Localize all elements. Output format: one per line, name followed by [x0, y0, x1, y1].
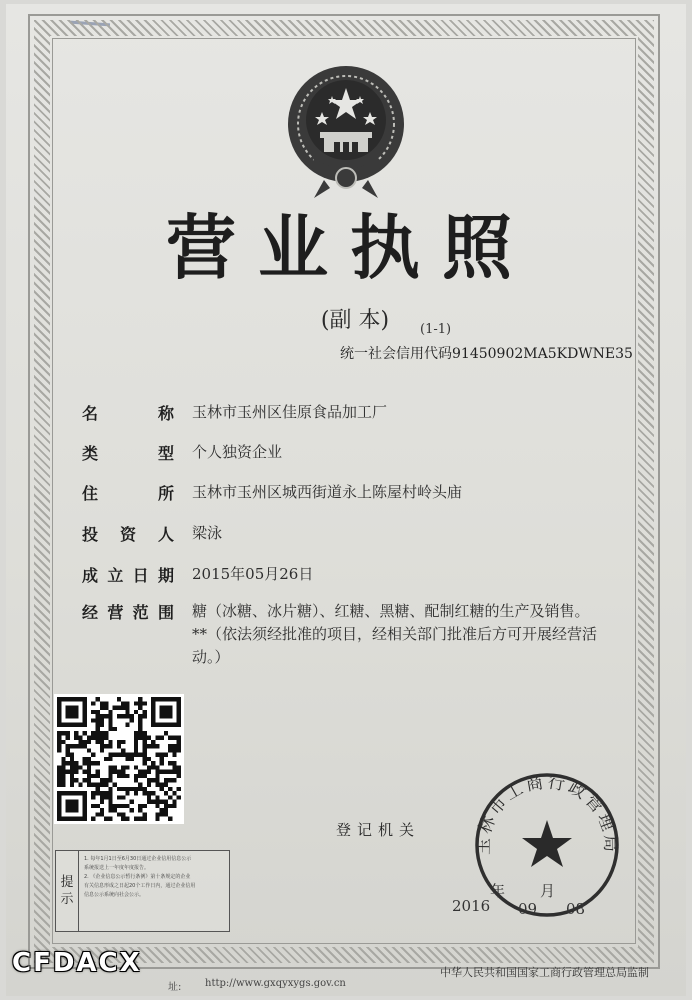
registry-authority-label: 登记机关	[336, 821, 421, 839]
website-label: 址:	[168, 982, 182, 993]
field-label: 经 营 范 围	[82, 603, 174, 622]
national-emblem-icon	[284, 62, 408, 202]
field-value: 玉林市玉州区城西街道永上陈屋村岭头庙	[192, 483, 463, 501]
credit-code-value: 91450902MA5KDWNE35	[452, 346, 633, 362]
notice-title: 提 示	[56, 851, 79, 931]
issue-month-unit: 月	[540, 882, 556, 900]
notice-box	[55, 850, 230, 932]
license-subtitle: (副 本)	[320, 308, 390, 333]
notice-line: 1. 每年1月1日至6月30日通过企业信用信息公示	[84, 856, 192, 862]
field-label: 名 称	[82, 404, 174, 423]
issue-month: 09	[518, 900, 538, 918]
credit-code-line	[340, 343, 633, 363]
field-label: 投 资 人	[82, 525, 174, 544]
field-value: 玉林市玉州区佳原食品加工厂	[192, 403, 388, 421]
notice-lines	[79, 851, 229, 931]
field-value: 糖（冰糖、冰片糖）、红糖、黑糖、配制红糖的生产及销售。**（依法须经批准的项目，经相关部门批准后方可开展经营活动。）	[192, 602, 598, 666]
notice-line: 系统报送上一年度年度报告。	[84, 865, 150, 871]
notice-line: 2. 《企业信息公示暂行条例》第十条规定的企业	[84, 874, 191, 880]
field-value: 梁泳	[192, 524, 223, 542]
seal-star-icon	[522, 820, 572, 867]
field-label: 类 型	[82, 444, 174, 463]
issue-year: 2016	[452, 897, 491, 915]
field-value: 个人独资企业	[192, 443, 283, 461]
supervisor-text: 中华人民共和国国家工商行政管理总局监制	[440, 966, 649, 979]
website-url[interactable]: http://www.gxqyxygs.gov.cn	[205, 978, 346, 989]
qr-code[interactable]	[54, 694, 184, 824]
notice-line: 有关信息形成之日起20个工作日内，通过企业信用	[84, 883, 196, 889]
qr-code-icon	[57, 697, 181, 821]
notice-line: 信息公示系统向社会公示。	[84, 892, 145, 898]
field-value: 2015年05月26日	[192, 565, 314, 583]
field-label: 住 所	[82, 484, 174, 503]
issue-day: 08	[566, 900, 586, 918]
watermark: CFDACX	[12, 948, 142, 978]
issue-year-unit: 年	[490, 882, 506, 900]
credit-code-label: 统一社会信用代码	[340, 346, 452, 362]
field-label: 成 立 日 期	[82, 566, 174, 585]
seal-text: 玉林市工商行政管理局	[473, 772, 621, 856]
license-title: 营业执照	[166, 207, 534, 289]
license-serial: (1-1)	[420, 322, 452, 337]
